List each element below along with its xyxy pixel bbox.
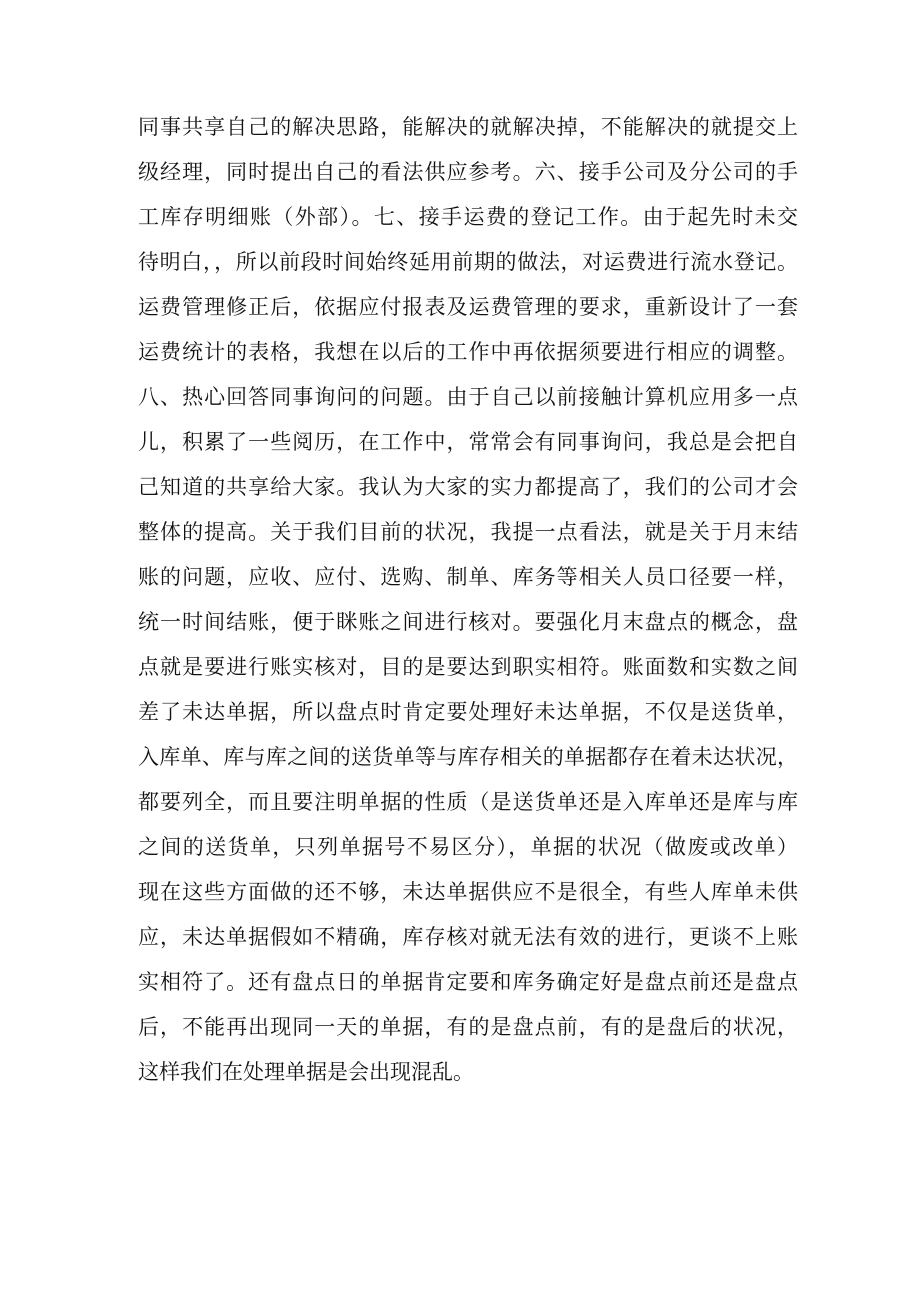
text-line-6: 运费统计的表格，我想在以后的工作中再依据须要进行相应的调整。	[138, 340, 798, 364]
text-line-1: 同事共享自己的解决思路，能解决的就解决掉，不能解决的就提交上	[138, 115, 798, 139]
text-line-4: 待明白，，所以前段时间始终延用前期的做法，对运费进行流水登记。	[138, 250, 798, 274]
text-line-19: 应，未达单据假如不精确，库存核对就无法有效的进行，更谈不上账	[138, 925, 798, 949]
text-line-15: 入库单、库与库之间的送货单等与库存相关的单据都存在着未达状况，	[138, 745, 798, 769]
text-line-3: 工库存明细账（外部）。七、接手运费的登记工作。由于起先时未交	[138, 205, 798, 229]
text-line-18: 现在这些方面做的还不够，未达单据供应不是很全，有些人库单未供	[138, 880, 798, 904]
text-line-20: 实相符了。还有盘点日的单据肯定要和库务确定好是盘点前还是盘点	[138, 970, 798, 994]
text-line-16: 都要列全，而且要注明单据的性质（是送货单还是入库单还是库与库	[138, 790, 798, 814]
text-line-14: 差了未达单据，所以盘点时肯定要处理好未达单据，不仅是送货单，	[138, 700, 798, 724]
text-line-7: 八、热心回答同事询问的问题。由于自己以前接触计算机应用多一点	[138, 385, 798, 409]
text-line-10: 整体的提高。关于我们目前的状况，我提一点看法，就是关于月末结	[138, 520, 798, 544]
text-line-5: 运费管理修正后，依据应付报表及运费管理的要求，重新设计了一套	[138, 295, 798, 319]
text-line-17: 之间的送货单，只列单据号不易区分），单据的状况（做废或改单）	[138, 835, 798, 859]
text-line-13: 点就是要进行账实核对，目的是要达到职实相符。账面数和实数之间	[138, 655, 798, 679]
text-line-9: 己知道的共享给大家。我认为大家的实力都提高了，我们的公司才会	[138, 475, 798, 499]
text-line-11: 账的问题，应收、应付、选购、制单、库务等相关人员口径要一样，	[138, 565, 798, 589]
text-line-8: 儿，积累了一些阅历，在工作中，常常会有同事询问，我总是会把自	[138, 430, 798, 454]
text-line-2: 级经理，同时提出自己的看法供应参考。六、接手公司及分公司的手	[138, 160, 798, 184]
text-line-21: 后，不能再出现同一天的单据，有的是盘点前，有的是盘后的状况，	[138, 1015, 798, 1039]
body-text	[138, 105, 798, 1095]
text-line-12: 统一时间结账，便于眯账之间进行核对。要强化月末盘点的概念，盘	[138, 610, 798, 634]
text-line-22: 这样我们在处理单据是会出现混乱。	[138, 1060, 474, 1084]
